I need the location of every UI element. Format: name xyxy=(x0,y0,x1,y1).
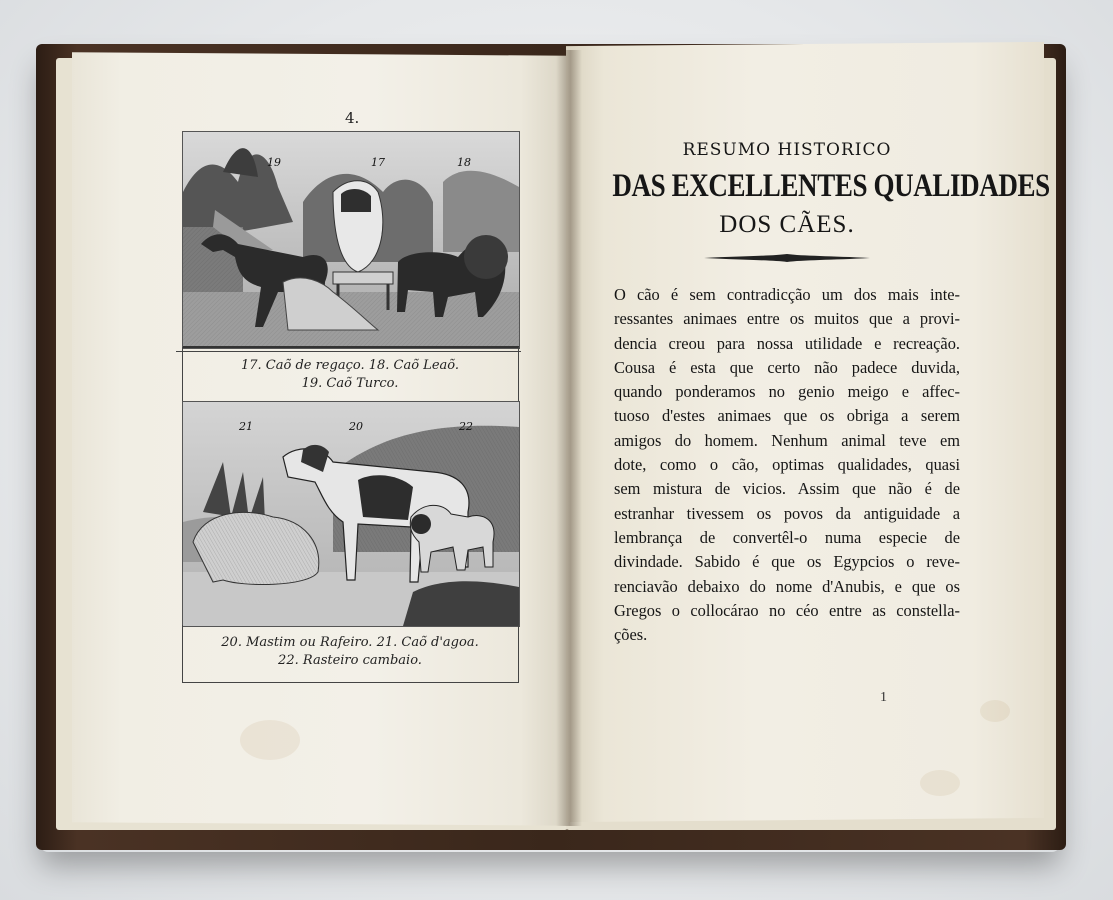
body-line: O cão é sem contradicção um dos mais inte- xyxy=(614,285,960,304)
book-gutter xyxy=(556,50,582,826)
figure-number: 17 xyxy=(371,156,385,169)
figure-number: 18 xyxy=(457,156,471,169)
body-line: ções. xyxy=(614,625,648,645)
foxing-stain xyxy=(920,770,960,796)
plate-rule xyxy=(176,351,521,352)
foxing-stain xyxy=(240,720,300,760)
body-line: divindade. Sabido é que os Egypcios o reve- xyxy=(614,552,960,572)
figure-number: 20 xyxy=(349,420,363,433)
plate-number: 4. xyxy=(345,109,360,127)
body-line: ressantes animaes entre os muitos que a provi- xyxy=(614,309,960,329)
body-line: Cousa é esta que certo não padece duvida, xyxy=(614,357,960,377)
engraving-bottom-illustration xyxy=(183,402,519,626)
figure-number: 21 xyxy=(239,420,253,433)
chapter-heading-main: DAS EXCELLENTES QUALIDADES xyxy=(612,168,1050,204)
engraving-top-plate xyxy=(182,131,520,349)
top-plate-caption xyxy=(182,357,518,393)
body-line: estranhar tivessem os povos da antiguidade a xyxy=(614,503,960,523)
body-line: dote, como o cão, optimas qualidades, quasi xyxy=(614,455,960,475)
caption-line: 19. Caõ Turco. xyxy=(301,376,399,391)
engraving-bottom-plate xyxy=(182,401,520,627)
plate-frame-right xyxy=(518,347,519,404)
body-line: renciavão debaixo do nome d'Anubis, e que os xyxy=(614,576,960,596)
caption-line: 17. Caõ de regaço. 18. Caõ Leaõ. xyxy=(240,358,459,373)
body-line: amigos do homem. Nenhum animal teve em xyxy=(614,430,960,450)
foxing-stain xyxy=(980,700,1010,722)
caption-line: 20. Mastim ou Rafeiro. 21. Caõ d'agoa. xyxy=(221,635,479,650)
chapter-heading-small: RESUMO HISTORICO xyxy=(682,140,892,160)
body-line: dencia creou para nossa utilidade e recreação. xyxy=(614,333,960,353)
right-page-text xyxy=(612,140,1050,647)
body-line: Gregos o collocárao no céo entre as constella- xyxy=(614,600,960,620)
body-line: sem mistura de vicios. Assim que não é de xyxy=(614,479,960,499)
caption-line: 22. Rasteiro cambaio. xyxy=(278,653,422,668)
body-paragraph xyxy=(614,283,960,647)
body-line: lembrança de convertêl-o numa especie de xyxy=(614,527,960,547)
body-line: quando ponderamos no genio meigo e affec- xyxy=(614,382,960,402)
chapter-heading-sub: DOS CÃES. xyxy=(719,211,855,238)
plate-frame-bottom xyxy=(182,682,519,683)
bottom-plate-caption xyxy=(182,634,518,670)
figure-number: 22 xyxy=(459,420,473,433)
plate-frame-right xyxy=(518,625,519,683)
figure-number: 19 xyxy=(267,156,281,169)
ornament-rule xyxy=(702,253,872,263)
body-line: tuoso d'estes animaes que os obriga a serem xyxy=(614,406,960,426)
page-number: 1 xyxy=(880,690,887,705)
